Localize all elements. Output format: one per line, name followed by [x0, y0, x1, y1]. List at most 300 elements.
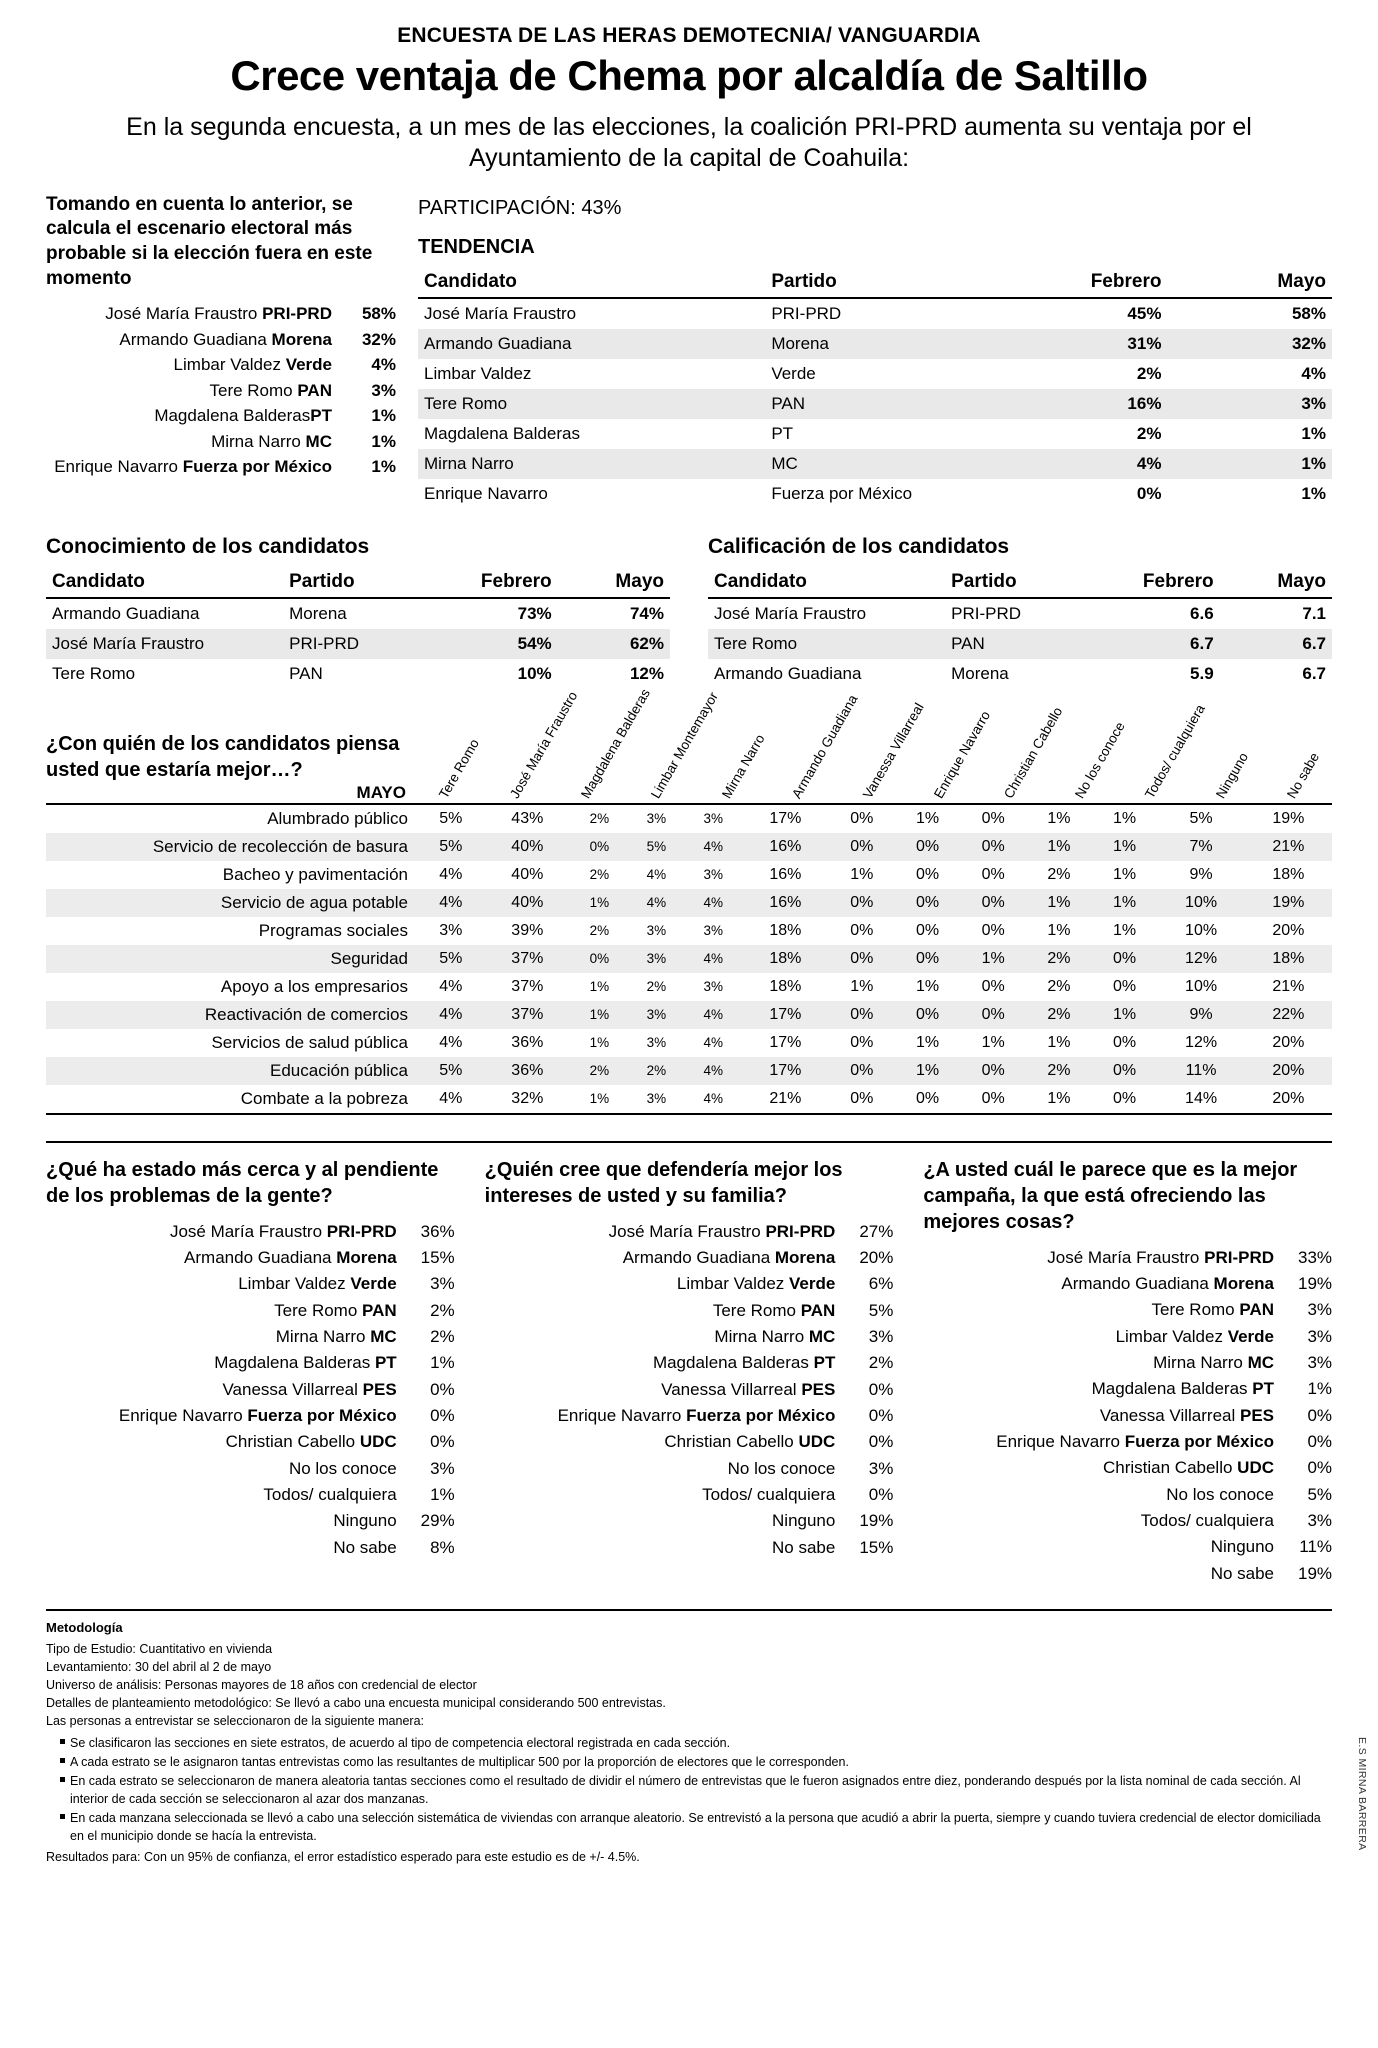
bottom-question-title: ¿Quién cree que defendería mejor los intereses de usted y su familia? [484, 1158, 843, 1207]
bottom-answer-row [485, 1324, 894, 1350]
cell-febrero: 73% [517, 603, 552, 623]
party-label: Morena [774, 1247, 836, 1267]
bottom-answer-row [485, 1535, 894, 1561]
answer-label: Enrique Navarro Fuerza por México [118, 1406, 397, 1425]
methodology-bullet: A cada estrato se le asignaron tantas entrevistas como las resultantes de multiplicar 500 por la proporción de electores que le corresponden. [60, 1753, 1332, 1771]
matrix-cell: 1% [589, 895, 610, 911]
table-row [418, 298, 1332, 329]
answer-label: Vanessa Villarreal PES [1099, 1405, 1275, 1425]
matrix-cell: 3% [646, 923, 667, 939]
cell-mayo: 4% [1301, 363, 1326, 383]
matrix-cell: 36% [511, 1033, 544, 1051]
matrix-cell: 1% [589, 979, 610, 995]
matrix-cell: 0% [915, 893, 940, 911]
methodology-line: Detalles de planteamiento metodológico: Se llevó a cabo una encuesta municipal considerando 500 entrevistas. [46, 1696, 666, 1711]
answer-value: 3% [1307, 1511, 1333, 1531]
methodology-bullets [46, 1734, 1332, 1846]
methodology-bullet: En cada manzana seleccionada se llevó a cabo una selección sistemática de viviendas con arranque aleatorio. Se entrevistó a la persona que acudió a abrir la puerta, siempre y cuando tuviera credencial de elector domiciliada en el municipio donde se hacía la entrevista. [60, 1809, 1332, 1845]
matrix-column-header: Todos/ cualquiera [1142, 701, 1209, 801]
matrix-cell: 17% [769, 1061, 802, 1079]
top-section [46, 193, 1332, 509]
matrix-column-header: Ninguno [1213, 749, 1252, 801]
matrix-cell: 3% [646, 811, 667, 827]
matrix-column-header: Christian Cabello [1001, 704, 1066, 801]
answer-label: Limbar Valdez Verde [676, 1274, 836, 1294]
methodology-line: Tipo de Estudio: Cuantitativo en vivienda [46, 1641, 273, 1656]
table-row [46, 659, 670, 689]
matrix-cell: 0% [981, 893, 1005, 911]
bottom-answer-row [923, 1297, 1332, 1323]
matrix-question: ¿Con quién de los candidatos piensa usted que estaría mejor…? [46, 732, 400, 781]
party-label: PES [362, 1379, 397, 1399]
methodology-line: Universo de análisis: Personas mayores de 18 años con credencial de elector [46, 1678, 477, 1693]
answer-value: 5% [868, 1300, 894, 1320]
matrix-row-label: Combate a la pobreza [240, 1088, 408, 1108]
cell-febrero: 45% [1127, 303, 1162, 323]
matrix-cell: 4% [703, 895, 724, 911]
answer-label: Armando Guadiana Morena [184, 1247, 397, 1267]
matrix-row-label: Servicio de agua potable [220, 892, 408, 912]
cell-party: PRI-PRD [289, 633, 360, 653]
bottom-answer-row [485, 1508, 894, 1534]
matrix-cell: 1% [1113, 865, 1137, 883]
party-label: Fuerza por México [182, 457, 332, 477]
matrix-cell: 4% [646, 867, 667, 883]
party-label: UDC [1237, 1458, 1275, 1478]
party-label: PRI-PRD [765, 1221, 836, 1241]
answer-value: 3% [868, 1458, 894, 1478]
table-row [418, 479, 1332, 509]
answer-value: 19% [1297, 1273, 1333, 1293]
matrix-column-header: José María Fraustro [506, 688, 581, 801]
matrix-column-header: No sabe [1283, 749, 1322, 801]
party-label: UDC [359, 1432, 397, 1452]
matrix-cell: 20% [1272, 1089, 1305, 1107]
matrix-cell: 1% [850, 865, 874, 883]
matrix-cell: 17% [769, 1005, 802, 1023]
answer-label: Ninguno [333, 1511, 397, 1531]
matrix-cell: 0% [1113, 977, 1137, 995]
kicker: ENCUESTA DE LAS HERAS DEMOTECNIA/ VANGUARDIA [397, 24, 981, 47]
answer-value: 8% [430, 1537, 455, 1557]
answer-label: Tere Romo PAN [274, 1300, 397, 1320]
matrix-cell: 0% [981, 1061, 1005, 1079]
matrix-cell: 0% [981, 921, 1005, 939]
answer-value: 1% [430, 1485, 455, 1505]
matrix-cell: 1% [915, 809, 940, 827]
cell-party: PAN [951, 633, 985, 653]
party-label: Verde [350, 1274, 397, 1294]
matrix-row-label: Servicio de recolección de basura [152, 836, 408, 856]
answer-label: José María Fraustro PRI-PRD [1047, 1247, 1275, 1267]
answer-value: 0% [1307, 1458, 1333, 1478]
photo-credit: E.S MIRNA BARRERA [1356, 1736, 1368, 1851]
party-label: PAN [1239, 1300, 1275, 1320]
matrix-cell: 3% [703, 979, 724, 995]
answer-label: No los conoce [288, 1458, 397, 1478]
matrix-cell: 0% [850, 1089, 874, 1107]
bottom-questions-section [46, 1141, 1332, 1587]
party-label: MC [370, 1326, 397, 1346]
answer-value: 3% [1307, 1326, 1333, 1346]
matrix-section [46, 685, 1332, 1115]
candidate-name: Mirna Narro MC [211, 431, 332, 451]
answer-value: 2% [430, 1300, 455, 1320]
matrix-cell: 16% [769, 865, 802, 883]
matrix-cell: 2% [646, 1063, 667, 1079]
answer-value: 0% [430, 1379, 455, 1399]
answer-value: 0% [430, 1406, 455, 1425]
matrix-row [46, 1029, 1332, 1057]
matrix-row-label: Servicios de salud pública [211, 1032, 408, 1052]
answer-label: Limbar Valdez Verde [238, 1274, 397, 1294]
matrix-row [46, 861, 1332, 889]
matrix-cell: 1% [981, 1033, 1005, 1051]
party-label: PAN [297, 380, 332, 400]
party-label: MC [1247, 1352, 1275, 1372]
matrix-cell: 1% [589, 1091, 610, 1107]
bottom-question-column [923, 1157, 1332, 1587]
matrix-cell: 0% [850, 1033, 874, 1051]
answer-value: 5% [1307, 1484, 1333, 1504]
matrix-cell: 12% [1185, 949, 1218, 967]
matrix-cell: 0% [589, 839, 610, 855]
candidate-value: 4% [371, 355, 396, 375]
bottom-answer-row [923, 1376, 1332, 1402]
matrix-row [46, 833, 1332, 861]
party-label: PT [374, 1353, 397, 1373]
matrix-cell: 2% [1047, 977, 1071, 995]
matrix-cell: 4% [703, 1091, 724, 1107]
candidate-name: José María Fraustro PRI-PRD [105, 304, 332, 324]
party-label: UDC [798, 1432, 836, 1452]
matrix-cell: 11% [1185, 1061, 1217, 1079]
answer-value: 2% [430, 1326, 455, 1346]
matrix-cell: 1% [1113, 921, 1137, 939]
answer-label: Tere Romo PAN [712, 1300, 836, 1320]
answer-value: 0% [1307, 1432, 1333, 1451]
bottom-answer-row [46, 1219, 455, 1245]
answer-value: 36% [420, 1221, 455, 1241]
scenario-row [46, 378, 396, 404]
cell-mayo: 74% [629, 603, 664, 623]
answer-value: 0% [868, 1485, 894, 1505]
methodology-line: Las personas a entrevistar se seleccionaron de la siguiente manera: [46, 1714, 424, 1729]
methodology-bullet: Se clasificaron las secciones en siete estratos, de acuerdo al tipo de competencia electoral registrada en cada sección. [60, 1734, 1332, 1752]
bottom-question-column [485, 1157, 894, 1587]
cell-febrero: 5.9 [1190, 663, 1214, 683]
matrix-cell: 1% [1047, 1089, 1071, 1107]
answer-label: Christian Cabello UDC [1102, 1458, 1275, 1478]
matrix-cell: 10% [1185, 893, 1218, 911]
conocimiento-title: Conocimiento de los candidatos [46, 534, 370, 558]
bottom-answer-row [923, 1534, 1332, 1560]
party-label: Verde [285, 355, 332, 375]
column-header: Mayo [1220, 567, 1332, 598]
table-header-row [46, 567, 670, 598]
cell-mayo: 62% [629, 633, 664, 653]
matrix-cell: 10% [1185, 977, 1218, 995]
cell-party: Verde [771, 363, 816, 383]
party-label: PRI-PRD [326, 1221, 397, 1241]
scenario-row [46, 327, 396, 353]
bottom-answer-row [923, 1455, 1332, 1481]
answer-value: 0% [868, 1432, 894, 1452]
cell-mayo: 3% [1301, 393, 1326, 413]
cell-party: Fuerza por México [771, 483, 913, 503]
matrix-cell: 0% [850, 1005, 874, 1023]
party-label: PT [310, 406, 332, 426]
scenario-block [46, 193, 396, 480]
table-row [46, 629, 670, 659]
column-header: Candidato [708, 567, 945, 598]
matrix-row [46, 889, 1332, 917]
matrix-cell: 2% [1047, 1061, 1071, 1079]
answer-label: Ninguno [772, 1511, 836, 1531]
matrix-row [46, 1057, 1332, 1085]
answer-value: 3% [1307, 1300, 1333, 1320]
bottom-answer-row [46, 1271, 455, 1297]
answer-label: Enrique Navarro Fuerza por México [996, 1432, 1275, 1451]
matrix-cell: 5% [646, 839, 667, 855]
bottom-answer-row [46, 1403, 455, 1429]
matrix-cell: 1% [1047, 893, 1071, 911]
answer-value: 19% [1297, 1563, 1333, 1583]
matrix-cell: 4% [703, 1035, 724, 1051]
matrix-cell: 18% [1272, 865, 1305, 883]
cell-party: PAN [289, 663, 323, 683]
matrix-cell: 1% [915, 1033, 940, 1051]
cell-party: Morena [771, 333, 829, 353]
conocimiento-block [46, 535, 670, 689]
bottom-question-column [46, 1157, 455, 1587]
column-header: Partido [283, 567, 445, 598]
cell-candidate: Armando Guadiana [52, 603, 200, 623]
answer-label: Armando Guadiana Morena [1061, 1273, 1275, 1293]
bottom-answer-row [923, 1429, 1332, 1455]
column-header: Febrero [1107, 567, 1219, 598]
scenario-row [46, 403, 396, 429]
matrix-cell: 1% [589, 1007, 610, 1023]
scenario-row [46, 301, 396, 327]
matrix-cell: 0% [915, 1005, 940, 1023]
scenario-row [46, 454, 396, 480]
candidate-name: Magdalena BalderasPT [154, 406, 332, 426]
table-row [418, 359, 1332, 389]
candidate-value: 3% [371, 380, 396, 400]
matrix-cell: 2% [1047, 1005, 1071, 1023]
table-header-row [418, 267, 1332, 298]
answer-label: No sabe [333, 1537, 397, 1557]
matrix-row-label: Alumbrado público [267, 808, 408, 828]
methodology-section [46, 1609, 1332, 1866]
matrix-row [46, 804, 1332, 833]
answer-label: No sabe [772, 1537, 836, 1557]
answer-value: 3% [868, 1326, 894, 1346]
cell-party: PAN [771, 393, 806, 413]
matrix-cell: 43% [511, 809, 544, 827]
cell-candidate: Limbar Valdez [424, 363, 532, 383]
matrix-cell: 0% [850, 1061, 874, 1079]
bottom-question-title: ¿A usted cuál le parece que es la mejor campaña, la que está ofreciendo las mejores cosas? [923, 1158, 1298, 1233]
party-label: PT [813, 1353, 836, 1373]
scenario-row [46, 352, 396, 378]
matrix-cell: 22% [1272, 1005, 1305, 1023]
matrix-cell: 5% [439, 837, 463, 855]
candidate-name: Limbar Valdez Verde [173, 355, 332, 375]
answer-value: 11% [1299, 1537, 1333, 1557]
answer-label: Limbar Valdez Verde [1115, 1326, 1275, 1346]
matrix-cell: 3% [703, 811, 724, 827]
answer-label: Vanessa Villarreal PES [222, 1379, 397, 1399]
bottom-answer-row [923, 1561, 1332, 1587]
column-header: Candidato [418, 267, 765, 298]
answer-label: Todos/ cualquiera [1140, 1511, 1275, 1531]
matrix-cell: 3% [646, 1091, 667, 1107]
party-label: Fuerza por México [686, 1406, 836, 1425]
matrix-cell: 40% [511, 837, 544, 855]
candidate-name: Armando Guadiana Morena [119, 329, 332, 349]
bottom-answer-row [923, 1508, 1332, 1534]
cell-mayo: 12% [629, 663, 664, 683]
matrix-cell: 4% [703, 1007, 724, 1023]
answer-label: Christian Cabello UDC [225, 1432, 397, 1452]
matrix-column-header: Mirna Narro [718, 731, 768, 801]
matrix-cell: 18% [769, 977, 802, 995]
matrix-cell: 0% [915, 837, 940, 855]
matrix-cell: 21% [1272, 837, 1305, 855]
matrix-cell: 4% [646, 895, 667, 911]
matrix-cell: 1% [1047, 837, 1071, 855]
calificacion-block [708, 535, 1332, 689]
cell-party: PRI-PRD [951, 603, 1022, 623]
matrix-cell: 40% [511, 865, 544, 883]
matrix-cell: 0% [850, 837, 874, 855]
matrix-cell: 0% [915, 865, 940, 883]
matrix-cell: 0% [1113, 949, 1137, 967]
matrix-column-header: Vanessa Villarreal [859, 699, 927, 801]
matrix-row-label: Apoyo a los empresarios [220, 976, 408, 996]
bottom-answer-row [485, 1271, 894, 1297]
bottom-answer-row [485, 1350, 894, 1376]
answer-label: Ninguno [1210, 1537, 1275, 1557]
matrix-cell: 0% [1113, 1089, 1137, 1107]
bottom-answer-row [46, 1456, 455, 1482]
cell-mayo: 6.7 [1302, 633, 1326, 653]
cell-febrero: 10% [517, 663, 552, 683]
matrix-cell: 3% [646, 951, 667, 967]
matrix-cell: 20% [1272, 1061, 1305, 1079]
matrix-cell: 0% [981, 1005, 1005, 1023]
matrix-cell: 0% [981, 837, 1005, 855]
cell-candidate: Tere Romo [424, 393, 508, 413]
matrix-row-label: Educación pública [270, 1060, 408, 1080]
matrix-cell: 0% [850, 921, 874, 939]
matrix-cell: 0% [915, 921, 940, 939]
table-row [418, 449, 1332, 479]
matrix-cell: 1% [1113, 893, 1137, 911]
party-label: Morena [271, 329, 332, 349]
matrix-cell: 5% [439, 809, 463, 827]
answer-value: 2% [868, 1353, 894, 1373]
matrix-cell: 36% [511, 1061, 544, 1079]
column-header: Partido [945, 567, 1107, 598]
participation-label: PARTICIPACIÓN: 43% [418, 196, 622, 219]
matrix-cell: 40% [511, 893, 544, 911]
answer-label: Tere Romo PAN [1151, 1300, 1275, 1320]
matrix-cell: 9% [1189, 1005, 1213, 1023]
table-row [708, 598, 1332, 629]
answer-value: 0% [868, 1406, 894, 1425]
methodology-line: Levantamiento: 30 del abril al 2 de mayo [46, 1660, 272, 1675]
column-header: Candidato [46, 567, 283, 598]
answer-value: 6% [868, 1274, 894, 1294]
matrix-cell: 4% [703, 1063, 724, 1079]
bottom-answer-row [923, 1482, 1332, 1508]
cell-febrero: 6.6 [1190, 603, 1214, 623]
table-header-row [708, 567, 1332, 598]
matrix-cell: 1% [1113, 1005, 1137, 1023]
scenario-title: Tomando en cuenta lo anterior, se calcula el escenario electoral más probable si la elección fuera en este momento [46, 193, 373, 289]
answer-label: Enrique Navarro Fuerza por México [557, 1406, 836, 1425]
matrix-cell: 17% [769, 1033, 802, 1051]
answer-label: No los conoce [727, 1458, 836, 1478]
tendencia-table [418, 267, 1332, 509]
matrix-cell: 3% [439, 921, 463, 939]
matrix-period-label: MAYO [356, 782, 406, 802]
party-label: PRI-PRD [1204, 1247, 1275, 1267]
cell-febrero: 4% [1136, 453, 1162, 473]
answer-label: Mirna Narro MC [275, 1326, 397, 1346]
answer-label: Magdalena Balderas PT [652, 1353, 836, 1373]
bottom-answer-row [923, 1350, 1332, 1376]
matrix-table [46, 803, 1332, 1115]
answer-value: 29% [420, 1511, 455, 1531]
matrix-cell: 1% [1047, 921, 1071, 939]
answer-value: 15% [420, 1247, 455, 1267]
cell-febrero: 2% [1136, 423, 1162, 443]
matrix-cell: 37% [511, 1005, 544, 1023]
matrix-column-header: No los conoce [1071, 718, 1128, 801]
methodology-bullet: En cada estrato se seleccionaron de manera aleatoria tantas secciones como el resultado de dividir el número de entrevistas que le fueron asignados entre diez, ponderando después por la lista nominal de cada sección. Al interior de cada sección se seleccionaron al azar dos manzanas. [60, 1772, 1332, 1808]
matrix-column-header: Armando Guadiana [789, 691, 861, 801]
matrix-cell: 18% [769, 949, 802, 967]
matrix-cell: 2% [646, 979, 667, 995]
matrix-cell: 3% [703, 923, 724, 939]
party-label: PAN [800, 1300, 836, 1320]
table-row [418, 419, 1332, 449]
matrix-cell: 21% [1272, 977, 1305, 995]
answer-label: Magdalena Balderas PT [1091, 1379, 1275, 1399]
bottom-answer-row [485, 1377, 894, 1403]
party-label: PT [1252, 1379, 1275, 1399]
candidate-name: Enrique Navarro Fuerza por México [54, 457, 332, 477]
matrix-cell: 4% [439, 1089, 463, 1107]
bottom-answer-row [46, 1350, 455, 1376]
candidate-value: 32% [361, 329, 396, 349]
party-label: PES [1239, 1405, 1275, 1425]
cell-febrero: 54% [517, 633, 552, 653]
matrix-cell: 0% [850, 809, 874, 827]
matrix-column-headers [414, 685, 1332, 803]
scenario-row [46, 429, 396, 455]
bottom-answer-row [923, 1324, 1332, 1350]
matrix-cell: 0% [1113, 1033, 1137, 1051]
table-row [418, 329, 1332, 359]
column-header: Mayo [1167, 267, 1332, 298]
party-label: MC [305, 431, 332, 451]
matrix-cell: 20% [1272, 1033, 1305, 1051]
